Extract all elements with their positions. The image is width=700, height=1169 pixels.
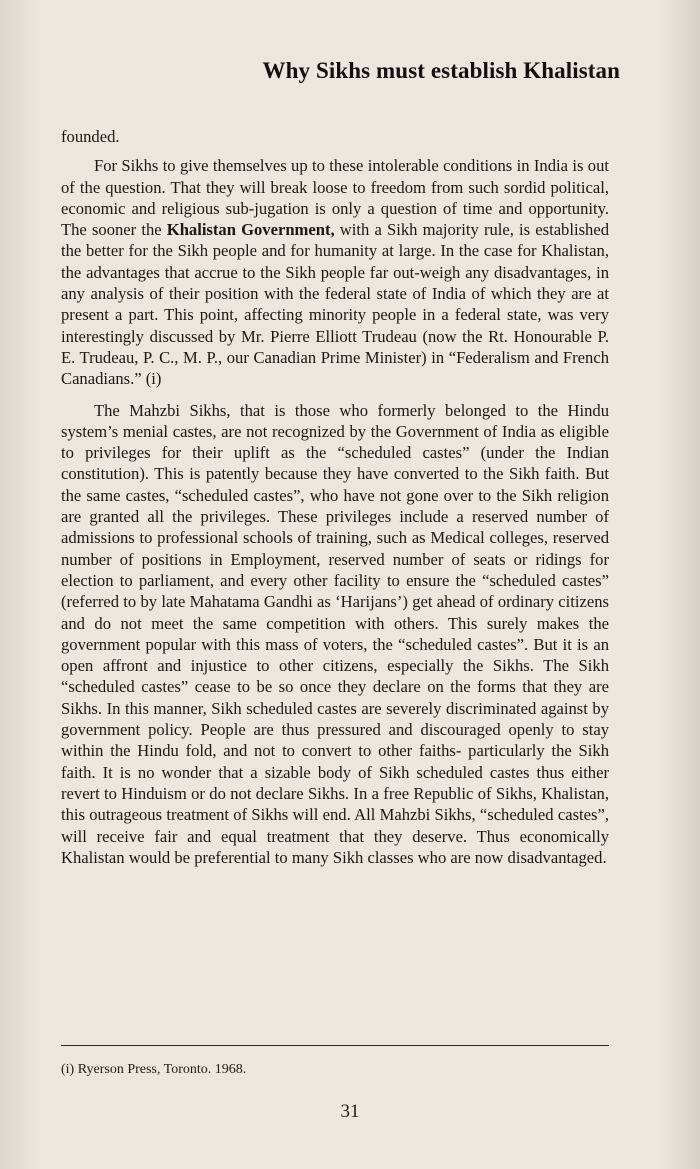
paragraph-2-text-a: For Sikhs to give themselves up to these intolerable conditions in India is out of the question. That they will break loose to freedom from such sordid political, economic and religious sub-jugation is only a question of time and opportunity. The sooner the: [61, 156, 609, 240]
footnote: (i) Ryerson Press, Toronto. 1968.: [61, 1062, 247, 1077]
paragraph-1: founded.: [61, 127, 120, 146]
paragraph-2-text-b: with a Sikh majority rule, is established the better for the Sikh people and for humanity at large. In the case for Khalistan, the advantages that accrue to the Sikh people far out-weigh any disadvantages, in any analysis of their position with the federal state of India of which they are at present a part. This point, affecting minority people in a federal state, was very interestingly discussed by Mr. Pierre Elliott Trudeau (now the Rt. Honourable P. E. Trudeau, P. C., M. P., our Canadian Prime Minister) in “Federalism and French Canadians.” (i): [61, 220, 609, 389]
running-head: Why Sikhs must establish Khalistan: [262, 58, 620, 83]
paragraph-2: [61, 155, 609, 389]
page-number: 31: [340, 1101, 360, 1122]
footnote-divider: [61, 1045, 609, 1046]
paragraph-3: The Mahzbi Sikhs, that is those who formerly belonged to the Hindu system’s menial castes, are not recognized by the Government of India as eligible to privileges for their uplift as the “scheduled castes” (under the Indian constitution). This is patently because they have converted to the Sikh faith. But the same castes, “scheduled castes”, who have not gone over to the Sikh religion are granted all the privileges. These privileges include a reserved number of admissions to professional schools of training, such as Medical colleges, reserved number of positions in Employment, reserved number of seats or ridings for election to parliament, and every other facility to ensure the “scheduled castes” (referred to by late Mahatama Gandhi as ‘Harijans’) get ahead of ordinary citizens and do not meet the same competition with others. This surely makes the government popular with this mass of voters, the “scheduled castes”. But it is an open affront and injustice to other citizens, especially the Sikhs. The Sikh “scheduled castes” cease to be so once they declare on the forms that they are Sikhs. In this manner, Sikh scheduled castes are severely discriminated against by government policy. People are thus pressured and discouraged openly to stay within the Hindu fold, and not to convert to other faiths- particularly the Sikh faith. It is no wonder that a sizable body of Sikh scheduled castes thus either revert to Hinduism or do not declare Sikhs. In a free Republic of Sikhs, Khalistan, this outrageous treatment of Sikhs will end. All Mahzbi Sikhs, “scheduled castes”, will receive fair and equal treatment that they deserve. Thus economically Khalistan would be preferential to many Sikh classes who are now disadvantaged.: [61, 400, 609, 867]
paragraph-2-bold-term: Khalistan Government,: [166, 220, 335, 240]
body-text: [61, 126, 609, 868]
